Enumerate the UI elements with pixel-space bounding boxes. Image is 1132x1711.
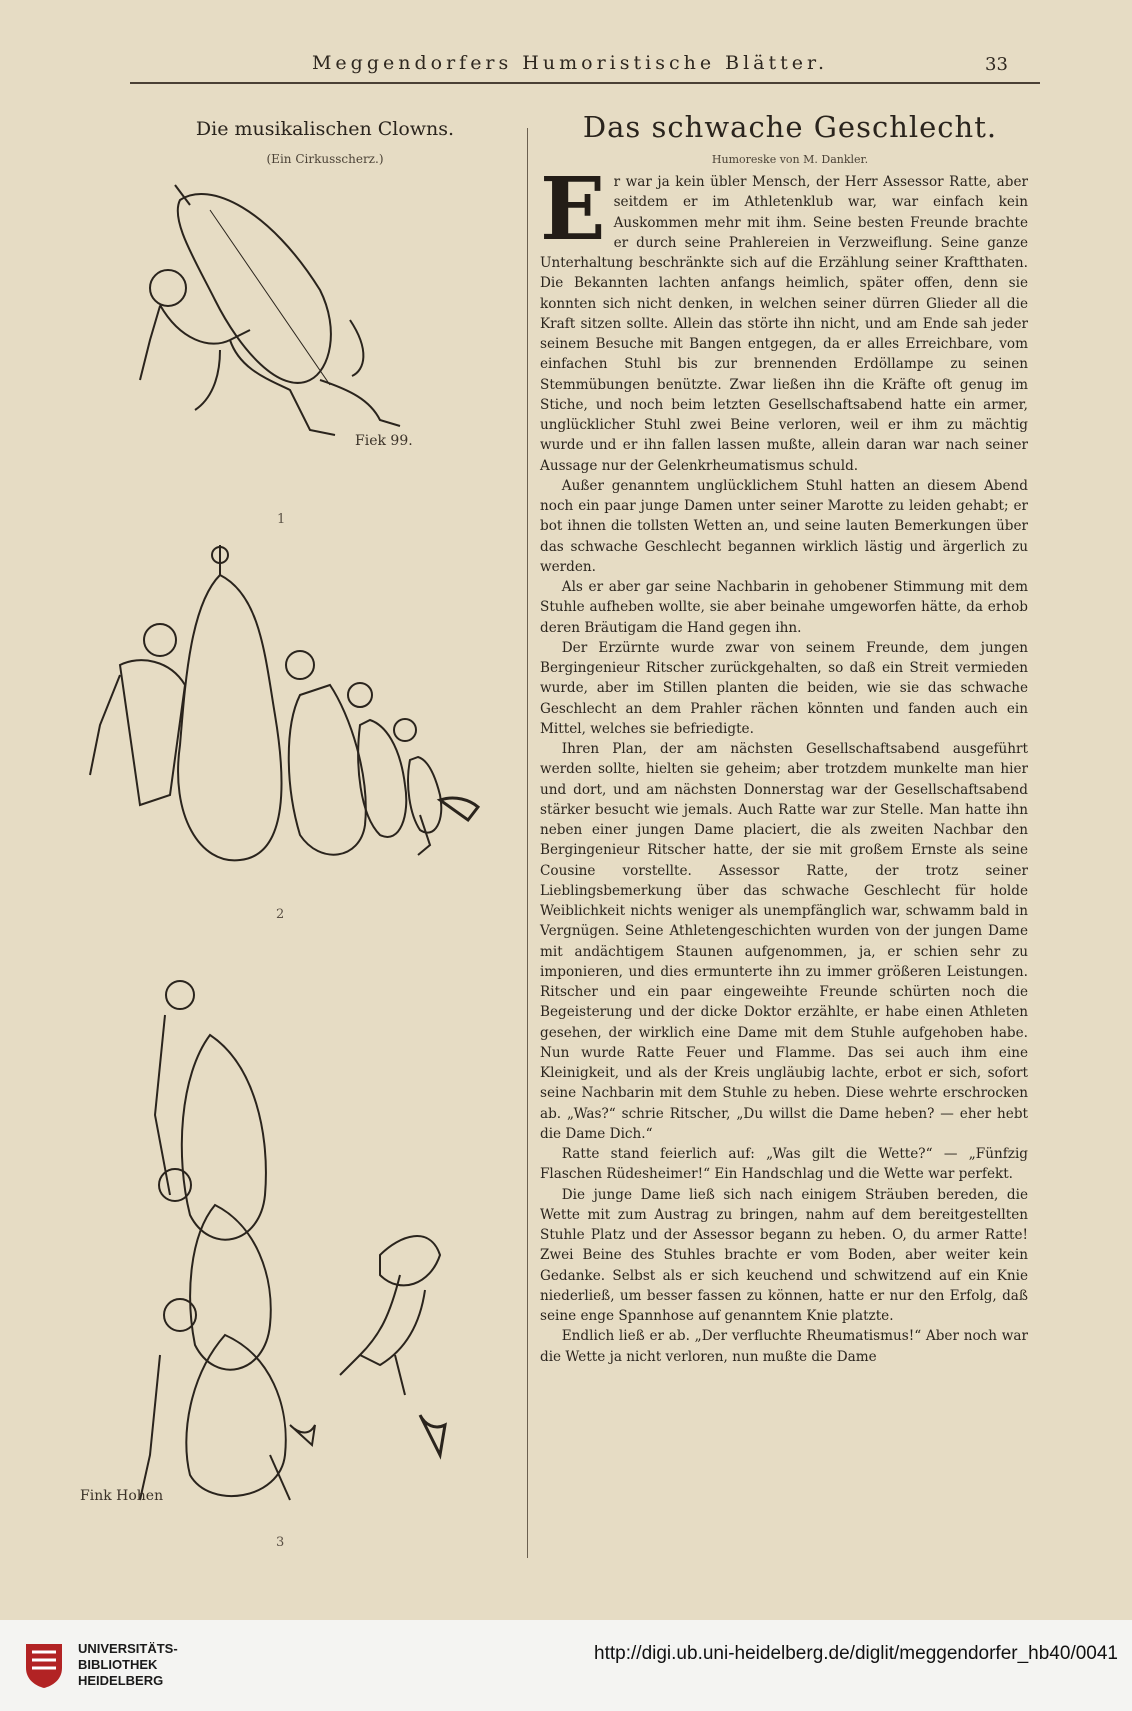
cartoon-subtitle: (Ein Cirkusscherz.) [266, 152, 384, 166]
cartoon-title: Die musikalischen Clowns. [195, 118, 455, 140]
artist-signature-3: Fink Hohen [80, 1488, 164, 1504]
article-paragraph: Ratte stand feierlich auf: „Was gilt die Wette?“ — „Fünfzig Flaschen Rüdesheimer!“ Ein Handschlag und die Wette war perfekt. [540, 1146, 1028, 1183]
article-paragraph: Als er aber gar seine Nachbarin in gehobener Stimmung mit dem Stuhle aufheben wollte, sie aber beinahe umgeworfen hätte, da erhob deren Bräutigam die Hand gegen ihn. [540, 579, 1028, 636]
artist-signature-1: Fiek 99. [355, 433, 413, 449]
header-rule [130, 82, 1040, 84]
clown-illustration-panel-1 [120, 180, 440, 450]
article-paragraph: Endlich ließ er ab. „Der verfluchte Rheumatismus!“ Aber noch war die Wette ja nicht verloren, nun mußte die Dame [540, 1328, 1028, 1365]
article-paragraph: Er war ja kein übler Mensch, der Herr Assessor Ratte, aber seitdem er im Athletenklub war, war einfach kein Auskommen mehr mit ihm. Seine besten Freunde brachte er durch seine Prahlereien in Verzweiflung. Seine ganze Unterhaltung beschränkte sich auf die Erzählung seiner Kraftthaten. Die Bekannten lachten anfangs heimlich, später offen, denn sie konnten sich nicht denken, in welchen seiner dürren Glieder all die Kraft sitzen sollte. Allein das störte ihn nicht, und am Ende sah jeder seinem Besuche mit Bangen entgegen, da er alles Erreichbare, vom einfachen Stuhl bis zur brennenden Erdöllampe zu seinen Stemmübungen benützte. Zwar ließen ihn die Kräfte oft genug im Stiche, und noch beim letzten Gesellschaftsabend hatte ein armer, unglücklicher Stuhl zwei Beine verloren, weil er ihm zu mächtig wurde und er ihn fallen lassen mußte, allein daran war nach seiner Aussage nur der Gelenkrheumatismus schuld. [540, 159, 1028, 474]
source-url[interactable]: http://digi.ub.uni-heidelberg.de/diglit/meggendorfer_hb40/0041 [594, 1643, 1118, 1664]
clown-illustration-panel-3 [60, 955, 520, 1515]
university-name: UNIVERSITÄTS- BIBLIOTHEK HEIDELBERG [78, 1641, 178, 1688]
university-logo-icon [22, 1640, 66, 1690]
running-head: Meggendorfers Humoristische Blätter. [311, 52, 829, 74]
panel-number: 1 [277, 512, 286, 527]
column-divider [527, 128, 528, 1558]
drop-cap: E [540, 159, 606, 260]
article-title: Das schwache Geschlecht. [582, 110, 998, 144]
article-paragraph: Außer genanntem unglücklichem Stuhl hatten an diesem Abend noch ein paar junge Damen unter seiner Marotte zu leiden gehabt; er bot ihnen die tollsten Wetten an, und seine lauten Bemerkungen über das schwache Geschlecht begannen wirklich lästig und ärgerlich zu werden. [540, 477, 1028, 575]
panel-number: 3 [276, 1535, 285, 1550]
article-paragraph: Ihren Plan, der am nächsten Gesellschaftsabend ausgeführt werden sollte, hielten sie geheim; aber trotzdem munkelte man hier und dort, und am nächsten Donnerstag war der Gesellschaftsabend stärker besucht wie jemals. Auch Ratte war zur Stelle. Man hatte ihn neben einer jungen Dame placiert, die als zweiten Nachbar den Bergingenieur Ritscher hatte, der sie mit großem Ernste als seine Cousine vorstellte. Assessor Ratte, der trotz seiner Lieblingsbemerkung über das schwache Geschlecht für holde Weiblichkeit nichts weniger als unempfänglich war, schwamm bald in Vergnügen. Seine Athletengeschichten wurden von der jungen Dame mit andächtigem Staunen aufgenommen, ja, er schien sehr zu imponieren, und dies ermunterte ihn zu immer größeren Leistungen. Ritscher und ein paar eingeweihte Freunde schürten noch die Begeisterung und der dicke Doktor erzählte, er habe einen Athleten gesehen, der wirklich eine Dame mit dem Stuhle aufgehoben habe. Nun wurde Ratte Feuer und Flamme. Das sei auch ihm eine Kleinigkeit, und als der Kreis ungläubig lachte, erbot er sich, sofort seine Nachbarin mit dem Stuhle zu heben. Diese wehrte erschrocken ab. „Was?“ schrie Ritscher, „Du willst die Dame heben? — eher hebt die Dame Dich.“ [540, 741, 1028, 1142]
panel-number: 2 [276, 907, 285, 922]
article-paragraph: Die junge Dame ließ sich nach einigem Sträuben bereden, die Wette mit zum Austrag zu bringen, nahm auf dem bereitgestellten Stuhle Platz und der Assessor begann zu heben. O, du armer Ratte! Zwei Beine des Stuhles brachte er vom Boden, aber weiter kein Gedanke. Selbst als er sich keuchend und schwitzend auf ein Knie niederließ, um besser fassen zu können, hatte er nur den Erfolg, daß seine enge Spannhose auf genanntem Knie platzte. [540, 1186, 1028, 1324]
clown-illustration-panel-2 [60, 545, 500, 885]
article-byline: Humoreske von M. Dankler. [711, 153, 869, 166]
page-number: 33 [985, 54, 1008, 75]
article-paragraph: Der Erzürnte wurde zwar von seinem Freunde, dem jungen Bergingenieur Ritscher zurückgehalten, so daß ein Streit vermieden wurde, aber im Stillen planten die beiden, wie sie das schwache Geschlecht an dem Prahler rächen könnten und fanden auch ein Mittel, welches sie befriedigte. [540, 639, 1028, 737]
